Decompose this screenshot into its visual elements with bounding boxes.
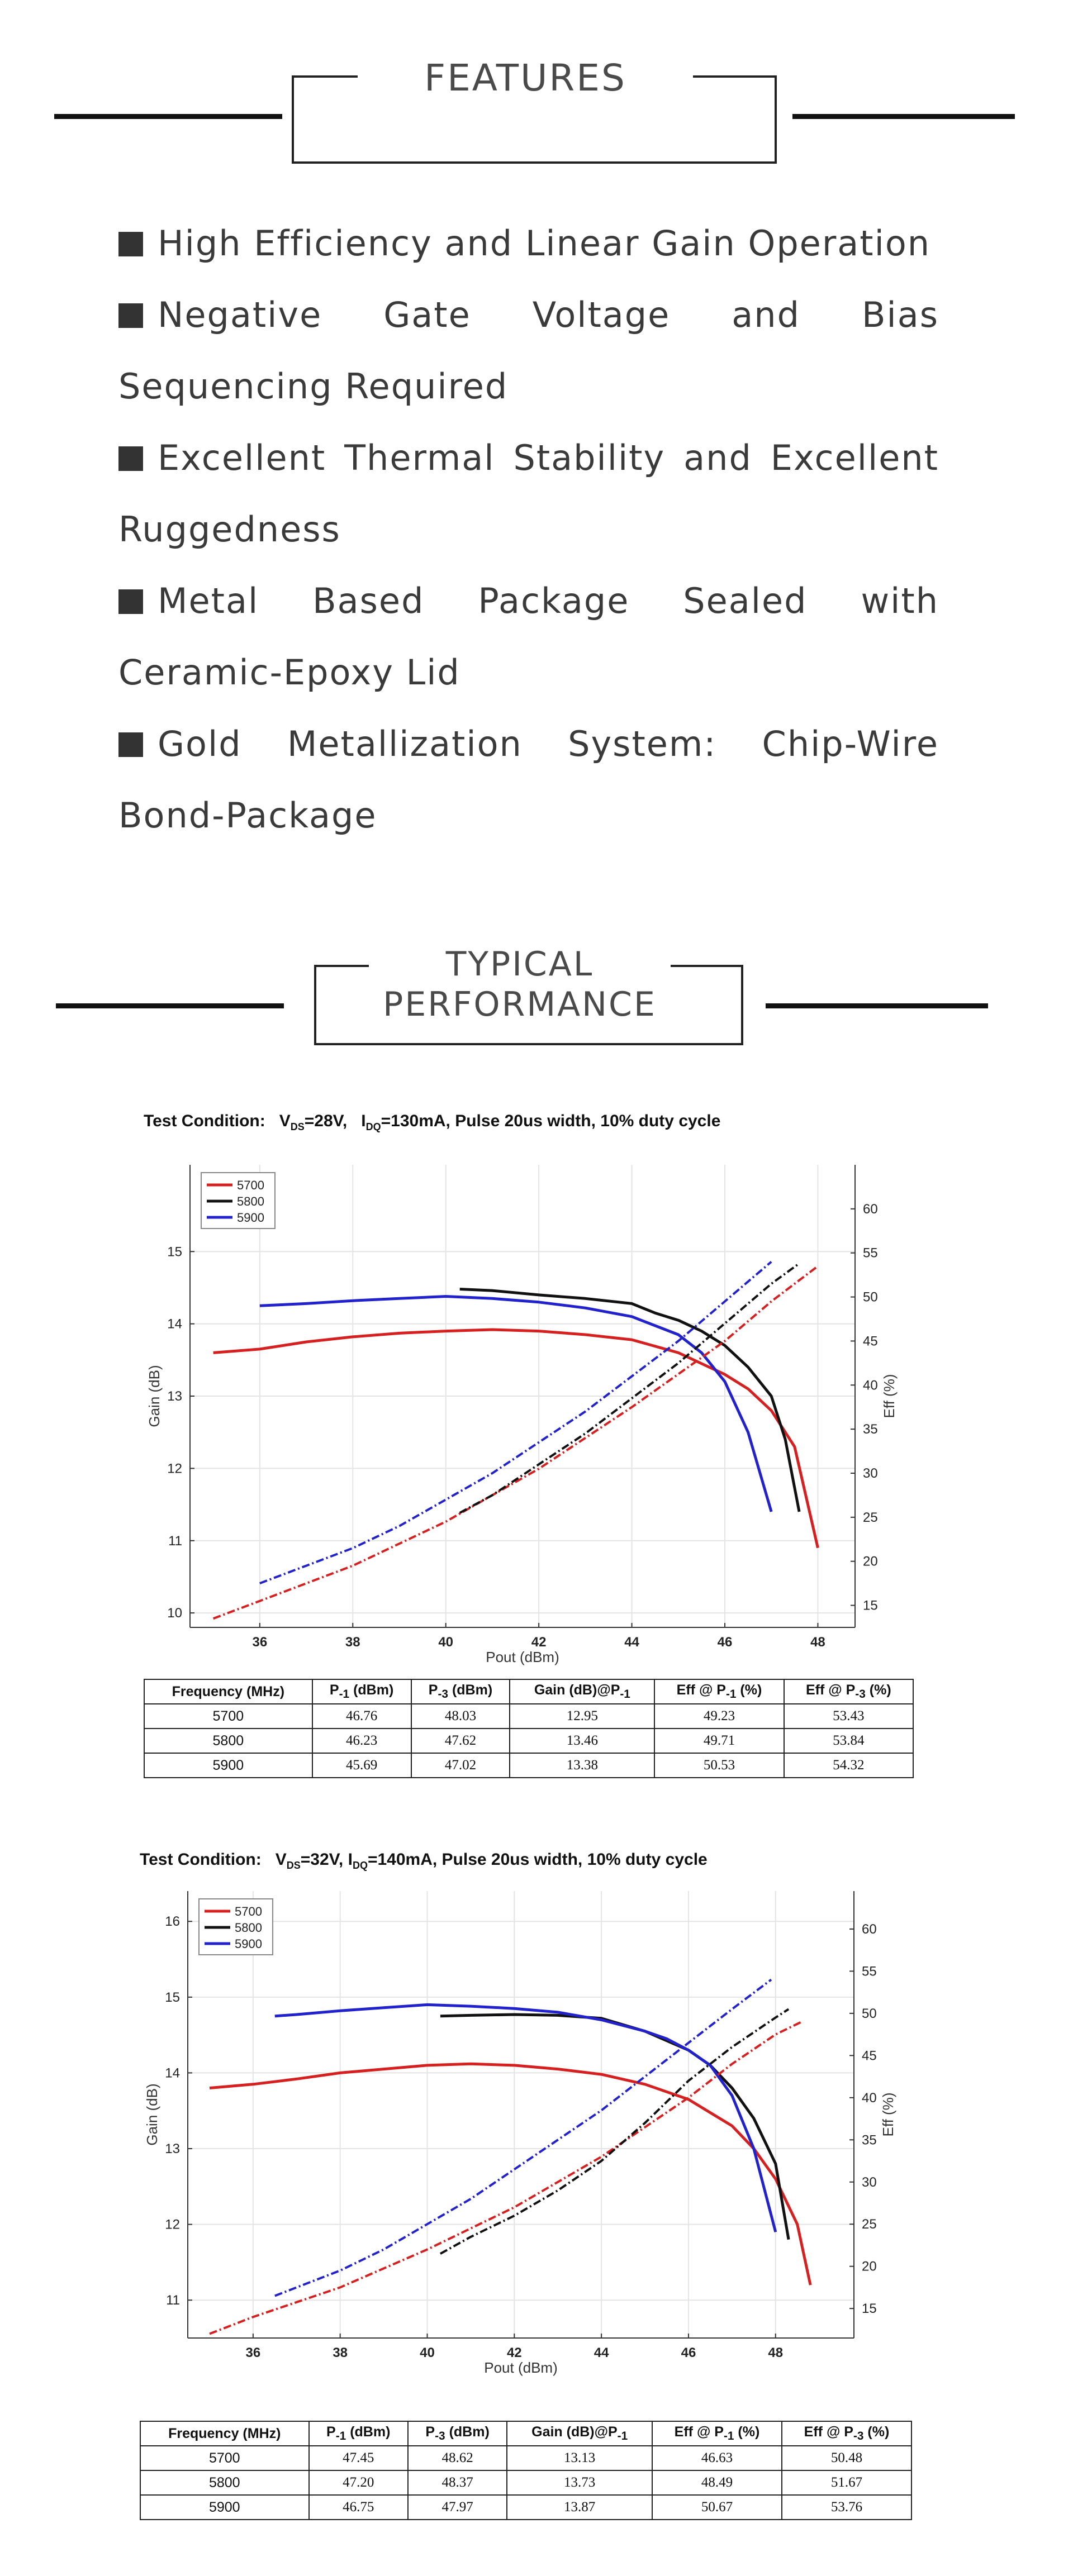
square-bullet-icon — [118, 303, 143, 328]
features-title: FEATURES — [358, 56, 693, 101]
table-row — [144, 1753, 913, 1778]
square-bullet-icon — [118, 446, 143, 471]
y2-tick-label: 50 — [862, 2006, 877, 2021]
features-list — [118, 208, 939, 851]
eff-line-5900 — [275, 1980, 771, 2296]
performance-table-1 — [144, 1679, 914, 1778]
performance-left-rule — [56, 1003, 284, 1008]
x-axis-label: Pout (dBm) — [484, 2359, 558, 2376]
header-eff-p3: Eff @ $P_{-3}$ (%) — [784, 1679, 913, 1704]
features-title-box — [358, 56, 693, 101]
y2-tick-label: 20 — [862, 2259, 877, 2274]
cell-eff-p3: 51.67 — [782, 2470, 911, 2495]
y2-tick-label: 40 — [863, 1378, 878, 1393]
cell-frequency: 5700 — [140, 2446, 309, 2470]
y-axis-label: Gain (dB) — [144, 2083, 160, 2146]
y2-tick-label: 30 — [863, 1466, 878, 1481]
y-tick-label: 16 — [165, 1914, 180, 1930]
y2-tick-label: 15 — [862, 2301, 877, 2317]
legend-label: 5700 — [237, 1178, 264, 1192]
cell-eff-p1: 49.23 — [654, 1704, 784, 1729]
cell-eff-p1: 48.49 — [652, 2470, 782, 2495]
x-tick-label: 42 — [506, 2345, 522, 2360]
performance-right-rule — [766, 1003, 988, 1008]
x-tick-label: 44 — [594, 2345, 609, 2360]
square-bullet-icon — [118, 232, 143, 256]
cell-eff-p3: 53.43 — [784, 1704, 913, 1729]
cell-eff-p3: 54.32 — [784, 1753, 913, 1778]
cell-frequency: 5700 — [144, 1704, 312, 1729]
table-header-row — [140, 2421, 911, 2446]
cell-p3: 48.03 — [411, 1704, 510, 1729]
header-p1: $P_{-1}$ (dBm) — [312, 1679, 411, 1704]
performance-table-2 — [140, 2421, 912, 2520]
feature-item: Gold Metallization System: Chip-Wire Bond-Package — [118, 723, 939, 836]
x-tick-label: 44 — [624, 1635, 639, 1650]
x-tick-label: 40 — [438, 1635, 454, 1650]
header-frequency: Frequency (MHz) — [144, 1679, 312, 1704]
y2-tick-label: 35 — [862, 2132, 877, 2148]
cell-eff-p1: 50.53 — [654, 1753, 784, 1778]
features-left-rule — [54, 114, 282, 119]
legend-label: 5900 — [237, 1211, 264, 1225]
cell-frequency: 5900 — [144, 1753, 312, 1778]
x-tick-label: 40 — [420, 2345, 435, 2360]
y2-tick-label: 30 — [862, 2174, 877, 2190]
y2-tick-label: 50 — [863, 1289, 878, 1305]
x-tick-label: 36 — [245, 2345, 261, 2360]
header-gain: Gain $(dB)@P_{-1}$ — [507, 2421, 652, 2446]
feature-item: Excellent Thermal Stability and Excellent Ruggedness — [118, 437, 939, 550]
table-row — [140, 2470, 911, 2495]
cell-gain: 13.38 — [510, 1753, 654, 1778]
test-condition-2: Test Condition: $V_{DS}=32V$, $I_{DQ}=140mA$, Pulse 20us width, 10% duty cycle — [140, 1850, 708, 1871]
y2-axis-label: Eff (%) — [880, 2092, 896, 2137]
feature-item: High Efficiency and Linear Gain Operation — [118, 208, 939, 279]
x-tick-label: 48 — [810, 1635, 825, 1650]
cell-p3: 48.37 — [408, 2470, 507, 2495]
cell-eff-p3: 53.76 — [782, 2495, 911, 2520]
header-eff-p1: Eff @ $P_{-1}$ (%) — [652, 2421, 782, 2446]
header-eff-p1: Eff @ $P_{-1}$ (%) — [654, 1679, 784, 1704]
y2-tick-label: 45 — [863, 1334, 878, 1349]
y-tick-label: 15 — [165, 1989, 180, 2005]
cell-eff-p1: 46.63 — [652, 2446, 782, 2470]
cell-p1: 45.69 — [312, 1753, 411, 1778]
y2-tick-label: 35 — [863, 1422, 878, 1437]
table-row — [144, 1729, 913, 1753]
cell-frequency: 5900 — [140, 2495, 309, 2520]
legend-label: 5900 — [235, 1937, 262, 1951]
cell-gain: 13.46 — [510, 1729, 654, 1753]
y2-tick-label: 40 — [862, 2090, 877, 2106]
gain-eff-chart-1 — [140, 1154, 933, 1668]
y2-tick-label: 45 — [862, 2048, 877, 2064]
cell-frequency: 5800 — [144, 1729, 312, 1753]
x-tick-label: 46 — [717, 1635, 733, 1650]
y-axis-label: Gain (dB) — [146, 1365, 163, 1427]
x-tick-label: 46 — [681, 2345, 696, 2360]
feature-item: Negative Gate Voltage and Bias Sequencing Required — [118, 294, 939, 407]
x-tick-label: 48 — [768, 2345, 784, 2360]
gain-line-5700 — [210, 2064, 810, 2285]
cell-p3: 47.97 — [408, 2495, 507, 2520]
cell-frequency: 5800 — [140, 2470, 309, 2495]
cell-p1: 46.75 — [309, 2495, 408, 2520]
y-tick-label: 12 — [165, 2217, 180, 2232]
y2-axis-label: Eff (%) — [881, 1374, 898, 1418]
square-bullet-icon — [118, 589, 143, 614]
y-tick-label: 12 — [167, 1461, 182, 1477]
performance-title-line2: PERFORMANCE — [369, 984, 671, 1025]
test-condition-1: Test Condition: $V_{DS}=28V$, $I_{DQ}=130mA$, Pulse 20us width, 10% duty cycle — [144, 1112, 721, 1132]
y-tick-label: 13 — [167, 1389, 182, 1404]
y-tick-label: 10 — [167, 1606, 182, 1621]
feature-item: Metal Based Package Sealed with Ceramic-Epoxy Lid — [118, 580, 939, 693]
table-row — [140, 2446, 911, 2470]
cell-eff-p3: 53.84 — [784, 1729, 913, 1753]
y2-tick-label: 60 — [863, 1201, 878, 1217]
legend-label: 5800 — [237, 1194, 264, 1208]
cell-eff-p1: 49.71 — [654, 1729, 784, 1753]
cell-eff-p3: 50.48 — [782, 2446, 911, 2470]
x-tick-label: 38 — [345, 1635, 360, 1650]
legend-label: 5800 — [235, 1921, 262, 1935]
table-header-row — [144, 1679, 913, 1704]
gain-line-5800 — [440, 2015, 789, 2240]
y-tick-label: 13 — [165, 2141, 180, 2157]
table-row — [144, 1704, 913, 1729]
x-axis-label: Pout (dBm) — [486, 1649, 559, 1665]
header-gain: Gain $(dB)@P_{-1}$ — [510, 1679, 654, 1704]
performance-title-box — [369, 944, 671, 1028]
header-p3: $P_{-3}$ (dBm) — [411, 1679, 510, 1704]
y-tick-label: 11 — [168, 1533, 182, 1549]
cell-p3: 47.02 — [411, 1753, 510, 1778]
y2-tick-label: 60 — [862, 1921, 877, 1937]
gain-eff-chart-2 — [134, 1880, 933, 2394]
y2-tick-label: 15 — [863, 1598, 878, 1613]
header-eff-p3: Eff @ $P_{-3}$ (%) — [782, 2421, 911, 2446]
y2-tick-label: 55 — [863, 1245, 878, 1261]
x-tick-label: 38 — [333, 2345, 348, 2360]
legend-label: 5700 — [235, 1904, 262, 1918]
gain-line-5700 — [213, 1330, 818, 1548]
y-tick-label: 14 — [165, 2065, 180, 2081]
cell-gain: 13.73 — [507, 2470, 652, 2495]
cell-p1: 46.76 — [312, 1704, 411, 1729]
cell-p1: 46.23 — [312, 1729, 411, 1753]
cell-gain: 12.95 — [510, 1704, 654, 1729]
cell-p3: 47.62 — [411, 1729, 510, 1753]
y-tick-label: 14 — [167, 1316, 182, 1332]
header-frequency: Frequency (MHz) — [140, 2421, 309, 2446]
header-p3: $P_{-3}$ (dBm) — [408, 2421, 507, 2446]
table-row — [140, 2495, 911, 2520]
gain-line-5900 — [275, 2004, 776, 2232]
y-tick-label: 11 — [166, 2293, 180, 2308]
features-right-rule — [792, 114, 1015, 119]
x-tick-label: 42 — [531, 1635, 547, 1650]
cell-p1: 47.20 — [309, 2470, 408, 2495]
y2-tick-label: 55 — [862, 1964, 877, 1979]
cell-gain: 13.87 — [507, 2495, 652, 2520]
cell-p1: 47.45 — [309, 2446, 408, 2470]
y2-tick-label: 20 — [863, 1554, 878, 1569]
y-tick-label: 15 — [167, 1244, 182, 1260]
cell-eff-p1: 50.67 — [652, 2495, 782, 2520]
eff-line-5900 — [260, 1262, 771, 1584]
y2-tick-label: 25 — [862, 2217, 877, 2232]
performance-title-line1: TYPICAL — [369, 944, 671, 984]
square-bullet-icon — [118, 732, 143, 757]
cell-gain: 13.13 — [507, 2446, 652, 2470]
header-p1: $P_{-1}$ (dBm) — [309, 2421, 408, 2446]
y2-tick-label: 25 — [863, 1510, 878, 1525]
x-tick-label: 36 — [252, 1635, 268, 1650]
cell-p3: 48.62 — [408, 2446, 507, 2470]
